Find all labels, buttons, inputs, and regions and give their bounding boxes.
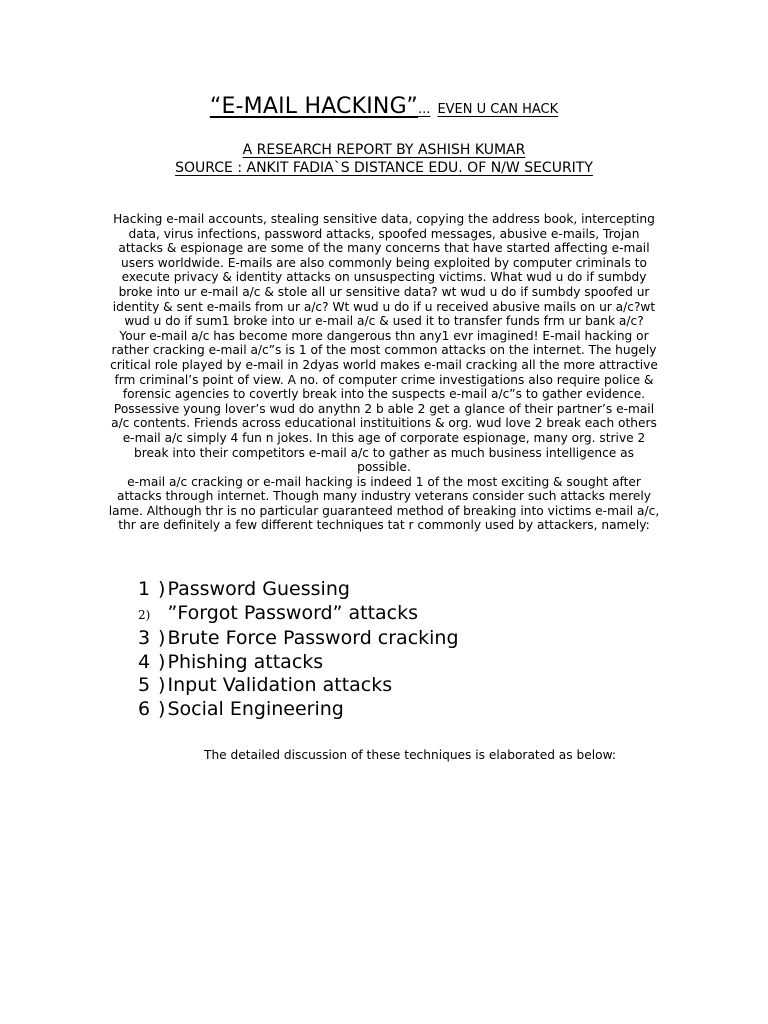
title-ellipsis: ...: [417, 102, 431, 117]
techniques-list: [138, 578, 459, 721]
list-item: [138, 602, 459, 628]
list-number: 6: [138, 697, 151, 720]
paragraph-intro: Hacking e-mail accounts, stealing sensitive data, copying the address book, intercepting data, virus infections, password attacks, spoofed messages, abusive e-mails, Trojan attacks & espionage are some of the many concerns that have started affecting e-mail users worldwide. E-mails are also commonly being exploited by computer criminals to execute privacy & identity attacks on unsuspecting victims. What wud u do if sumbdy broke into ur e-mail a/c & stole all ur sensitive data? wt wud u do if sumbdy spoofed ur identity & sent e-mails from ur a/c? Wt wud u do if u received abusive mails on ur a/c?wt wud u do if sum1 broke into ur e-mail a/c & used it to transfer funds frm ur bank a/c?: [112, 212, 656, 329]
list-number: 3: [138, 627, 151, 649]
list-label: ”Forgot Password” attacks: [167, 601, 419, 624]
list-item: 1 ) Password Guessing: [138, 578, 350, 600]
list-label: Input Validation attacks: [167, 674, 393, 696]
list-item: 5 ) Input Validation attacks: [138, 674, 393, 696]
list-number: 4: [138, 650, 151, 673]
paragraph-danger: Your e-mail a/c has become more dangerous thn any1 evr imagined! E-mail hacking or rather cracking e-mail a/c”s is 1 of the most common attacks on the internet. The hugely critical role played by e-mail in 2dyas world makes e-mail cracking all the more attractive frm criminal’s point of view. A no. of computer crime investigations also require police & forensic agencies to covertly break into the suspects e-mail a/c”s to gather evidence.: [110, 328, 658, 402]
paragraph-motives: Possessive young lover’s wud do anythn 2 b able 2 get a glance of their partner’s e-mail a/c contents. Friends across educational instituitions & org. wud love 2 break each others e-mail a/c simply 4 fun n jokes. In this age of corporate espionage, many org. strive 2 break into their competitors e-mail a/c to gather as much business intelligence as possible.: [111, 401, 657, 475]
list-label: Password Guessing: [167, 578, 350, 600]
closing-line: The detailed discussion of these techniques is elaborated as below:: [204, 748, 616, 762]
list-label: Social Engineering: [167, 697, 344, 720]
title-sub: EVEN U CAN HACK: [437, 102, 559, 117]
title-main: “E-MAIL HACKING”: [209, 94, 418, 119]
list-number: 2): [138, 607, 151, 622]
document-title: [0, 94, 768, 119]
list-number: 5: [138, 674, 151, 696]
paragraph-techniques: e-mail a/c cracking or e-mail hacking is indeed 1 of the most exciting & sought after attacks through internet. Though many industry veterans consider such attacks merely lame. Although thr is no particular guaranteed method of breaking into victims e-mail a/c, thr are definitely a few different techniques tat r commonly used by attackers, namely:: [108, 474, 660, 533]
list-number: 1: [138, 578, 151, 600]
subtitle-author: A RESEARCH REPORT BY ASHISH KUMAR: [242, 142, 526, 158]
list-item: 4 ) Phishing attacks: [138, 650, 324, 673]
body-text: [108, 212, 660, 533]
list-item: 3 ) Brute Force Password cracking: [138, 627, 459, 649]
list-label: Phishing attacks: [167, 650, 324, 673]
list-item: 6 ) Social Engineering: [138, 697, 344, 720]
subtitle-source: SOURCE : ANKIT FADIA`S DISTANCE EDU. OF N/W SECURITY: [175, 160, 593, 176]
list-label: Brute Force Password cracking: [167, 627, 459, 649]
